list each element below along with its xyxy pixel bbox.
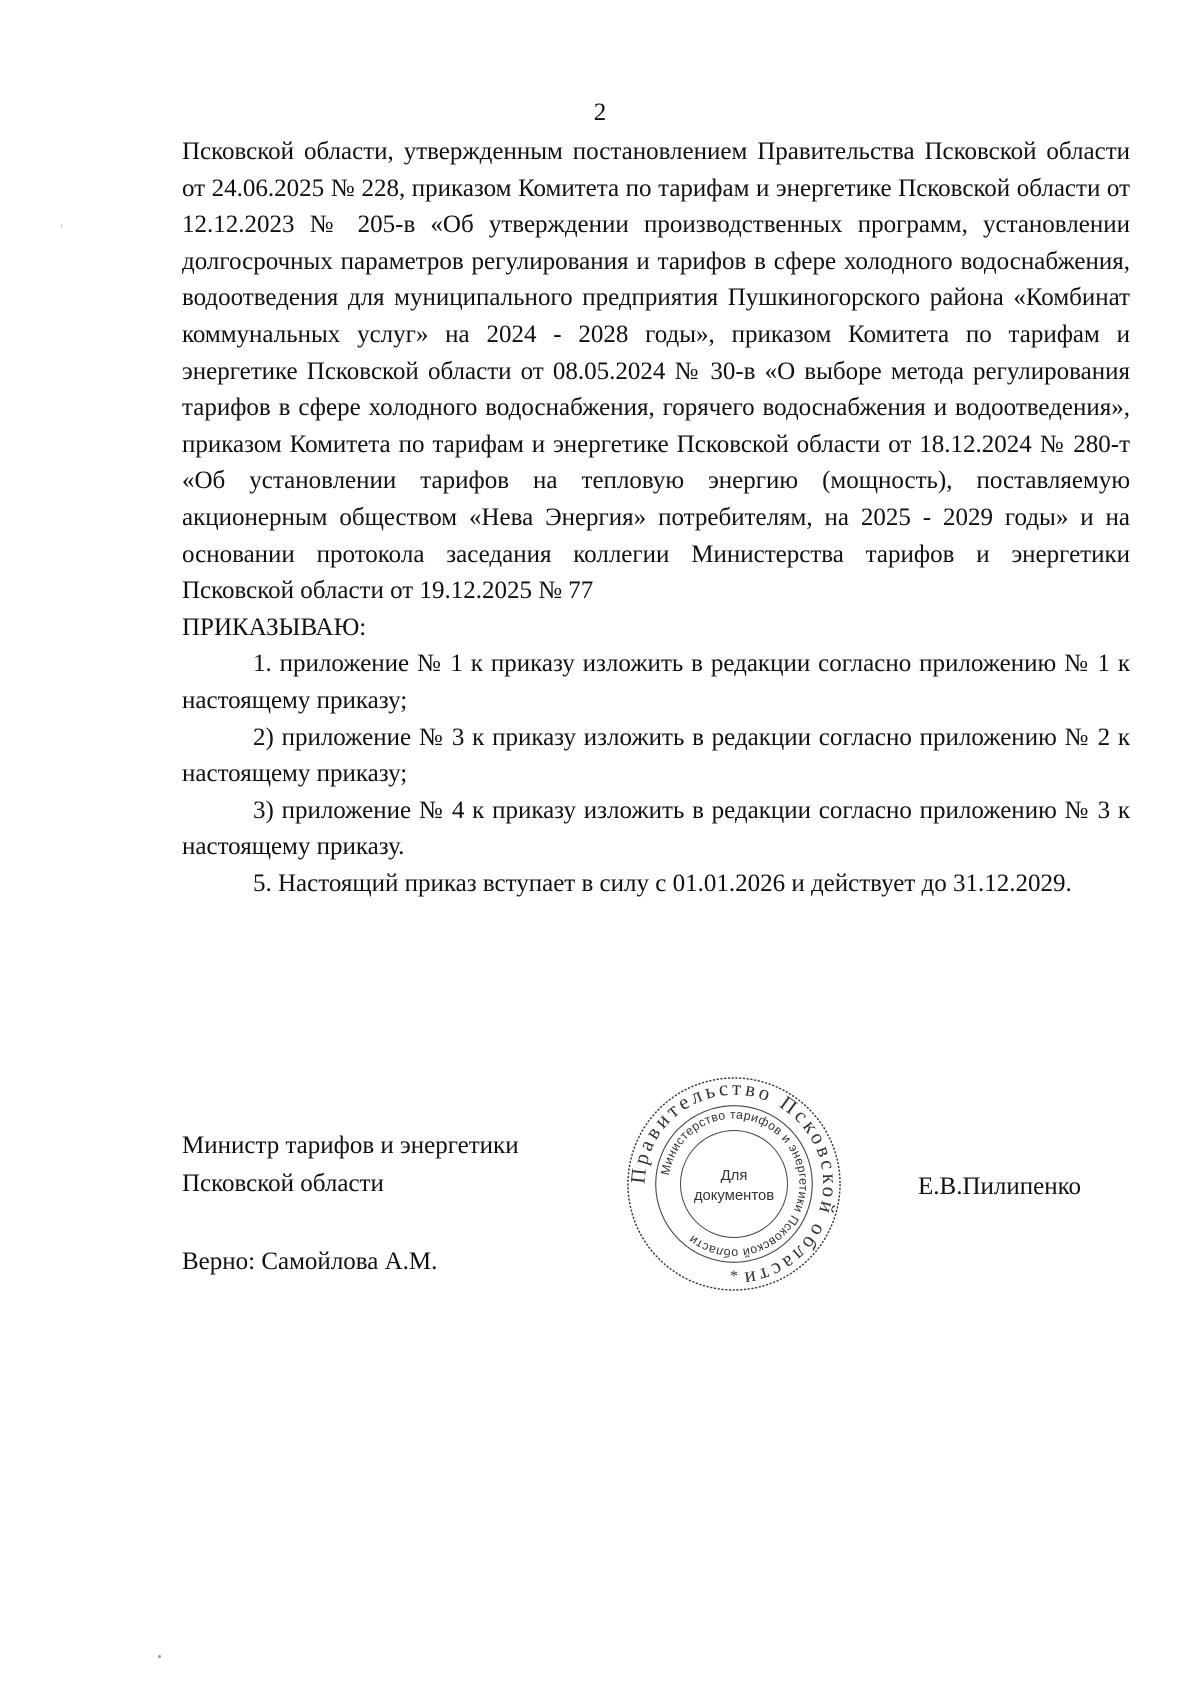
- signatory-name: Е.В.Пилипенко: [918, 1173, 1081, 1200]
- official-seal-stamp: [625, 1075, 843, 1293]
- scan-artifact-dot: [158, 1655, 161, 1658]
- order-item-1: 1. приложение № 1 к приказу изложить в редакции согласно приложению № 1 к настоящему приказу;: [182, 650, 1130, 714]
- seal-center-line2: документов: [693, 1187, 775, 1204]
- signatory-title-line1: Министр тарифов и энергетики: [182, 1132, 519, 1159]
- seal-center-line1: Для: [720, 1168, 748, 1185]
- seal-outer-text: Правительство Псковской области: [626, 1076, 842, 1292]
- seal-star: *: [730, 1268, 738, 1286]
- preamble-paragraph: Псковской области, утвержденным постановлением Правительства Псковской области от 24.06.2025 № 228, приказом Комитета по тарифам и энергетике Псковской области от 12.12.2023 № 205-в «Об утверждении производственных программ, установлении долгосрочных параметров регулирования и тарифов в сфере холодного водоснабжения, водоотведения для муниципального предприятия Пушкиногорского района «Комбинат коммунальных услуг» на 2024 - 2028 годы», приказом Комитета по тарифам и энергетике Псковской области от 08.05.2024 № 30-в «О выборе метода регулирования тарифов в сфере холодного водоснабжения, горячего водоснабжения и водоотведения», приказом Комитета по тарифам и энергетике Псковской области от 18.12.2024 № 280-т «Об установлении тарифов на тепловую энергию (мощность), поставляемую акционерным обществом «Нева Энергия» потребителям, на 2025 - 2029 годы» и на основании протокола заседания коллегии Министерства тарифов и энергетики Псковской области от 19.12.2025 № 77: [182, 138, 1130, 605]
- order-item-5: 5. Настоящий приказ вступает в силу с 01.01.2026 и действует до 31.12.2029.: [253, 869, 1072, 897]
- page-number: 2: [593, 99, 607, 126]
- document-body: [182, 134, 1130, 902]
- signatory-title-line2: Псковской области: [182, 1170, 384, 1197]
- order-heading: ПРИКАЗЫВАЮ:: [182, 613, 367, 641]
- seal-inner-text: Министерство тарифов и энергетики Псковской области: [658, 1107, 811, 1261]
- order-item-2: 2) приложение № 3 к приказу изложить в редакции согласно приложению № 2 к настоящему приказу;: [182, 723, 1130, 788]
- order-item-3: 3) приложение № 4 к приказу изложить в редакции согласно приложению № 3 к настоящему приказу.: [182, 796, 1130, 861]
- certified-copy-note: Верно: Самойлова А.М.: [182, 1248, 438, 1275]
- signatory-title: [182, 1127, 519, 1203]
- scan-artifact-mark: [61, 224, 62, 228]
